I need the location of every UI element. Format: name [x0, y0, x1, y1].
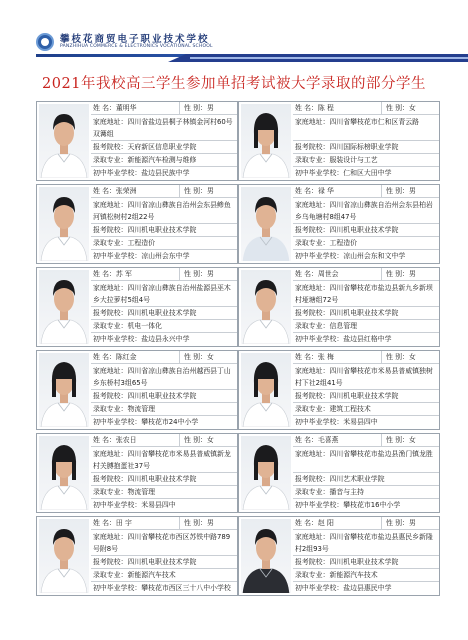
gender-label: 性 别： — [184, 270, 207, 278]
student-school: 攀枝花市24中小学 — [141, 418, 199, 426]
student-school: 仁和区大田中学 — [343, 169, 392, 177]
major-label: 录取专业： — [295, 239, 330, 247]
student-info — [293, 351, 439, 429]
student-school: 盐边县惠民中学 — [343, 584, 392, 592]
gender-label: 性 别： — [386, 436, 409, 444]
student-college: 四川艺术职业学院 — [329, 475, 385, 483]
college-label: 报考院校： — [295, 392, 330, 400]
student-gender: 女 — [408, 436, 416, 444]
major-label: 录取专业： — [93, 156, 128, 164]
student-card — [36, 184, 238, 264]
college-label: 报考院校： — [295, 475, 330, 483]
student-school: 凉山州会东和文中学 — [343, 252, 406, 260]
student-address: 四川省凉山彝族自治州盐源县巫木乡大拉萝村5组4号 — [93, 284, 231, 304]
student-photo — [39, 519, 89, 593]
student-card — [238, 350, 440, 430]
student-college: 四川机电职业技术学院 — [127, 392, 197, 400]
student-gender: 男 — [408, 519, 416, 527]
address-label: 家庭地址： — [295, 201, 330, 209]
student-info — [91, 517, 237, 595]
student-photo — [241, 436, 291, 510]
student-address: 四川省盐边县桐子林镇金河村60号双篝组 — [93, 118, 233, 138]
gender-label: 性 别： — [386, 270, 409, 278]
student-name: 周世会 — [317, 270, 339, 278]
student-gender: 男 — [408, 187, 416, 195]
school-label: 初中毕业学校： — [93, 335, 142, 343]
major-label: 录取专业： — [295, 405, 330, 413]
student-name: 田 宇 — [115, 519, 132, 527]
student-gender: 男 — [206, 519, 214, 527]
student-gender: 男 — [206, 270, 214, 278]
college-label: 报考院校： — [93, 309, 128, 317]
major-label: 录取专业： — [93, 571, 128, 579]
school-label: 初中毕业学校： — [295, 252, 344, 260]
school-name: 攀枝花商贸电子职业技术学校 — [60, 34, 210, 45]
college-label: 报考院校： — [93, 475, 128, 483]
student-address: 四川省攀枝花市西区苏铁中路789号附8号 — [93, 533, 231, 553]
student-major: 新能源汽车技术 — [329, 571, 378, 579]
school-label: 初中毕业学校： — [93, 169, 142, 177]
student-address: 四川省攀枝花市仁和区青云路 — [329, 118, 420, 126]
student-card — [238, 184, 440, 264]
student-name: 陈红金 — [115, 353, 137, 361]
school-name-english: PANZHIHUA COMMERCE & ELECTRONICS VOCATIONAL SCHOOL — [60, 44, 213, 49]
student-major: 物流管理 — [127, 405, 156, 413]
student-info — [293, 185, 439, 263]
student-card — [36, 433, 238, 513]
name-label: 姓 名： — [295, 353, 318, 361]
college-label: 报考院校： — [93, 226, 128, 234]
student-info — [293, 268, 439, 346]
student-college: 四川机电职业技术学院 — [329, 226, 399, 234]
student-photo — [241, 270, 291, 344]
school-logo-icon — [36, 33, 54, 51]
name-label: 姓 名： — [93, 104, 116, 112]
student-info — [293, 102, 439, 180]
gender-label: 性 别： — [184, 436, 207, 444]
school-label: 初中毕业学校： — [295, 584, 344, 592]
gender-label: 性 别： — [184, 353, 207, 361]
student-card — [238, 267, 440, 347]
student-name: 董明华 — [115, 104, 137, 112]
name-label: 姓 名： — [295, 104, 318, 112]
address-label: 家庭地址： — [93, 201, 128, 209]
major-label: 录取专业： — [93, 488, 128, 496]
student-info — [91, 268, 237, 346]
major-label: 录取专业： — [295, 571, 330, 579]
student-gender: 女 — [408, 104, 416, 112]
school-label: 初中毕业学校： — [93, 252, 142, 260]
address-label: 家庭地址： — [295, 118, 330, 126]
student-school: 盐边县永兴中学 — [141, 335, 190, 343]
gender-label: 性 别： — [386, 519, 409, 527]
student-major: 新能源汽车技术 — [127, 571, 176, 579]
gender-label: 性 别： — [184, 104, 207, 112]
student-school: 攀枝花市16中小学 — [343, 501, 401, 509]
address-label: 家庭地址： — [93, 533, 128, 541]
student-card — [36, 516, 238, 596]
school-label: 初中毕业学校： — [93, 501, 142, 509]
school-label: 初中毕业学校： — [295, 501, 344, 509]
student-info — [293, 434, 439, 512]
student-name: 赵 阳 — [317, 519, 334, 527]
name-label: 姓 名： — [93, 353, 116, 361]
student-card — [238, 516, 440, 596]
address-label: 家庭地址： — [295, 367, 330, 375]
name-label: 姓 名： — [93, 519, 116, 527]
major-label: 录取专业： — [295, 322, 330, 330]
student-card — [238, 433, 440, 513]
student-college: 四川机电职业技术学院 — [329, 392, 399, 400]
student-college: 四川机电职业技术学院 — [127, 475, 197, 483]
student-photo — [39, 270, 89, 344]
gender-label: 性 别： — [386, 187, 409, 195]
name-label: 姓 名： — [295, 519, 318, 527]
name-label: 姓 名： — [295, 270, 318, 278]
student-school: 米易县四中 — [141, 501, 176, 509]
gender-label: 性 别： — [184, 187, 207, 195]
address-label: 家庭地址： — [295, 284, 330, 292]
student-college: 天府新区信息职业学院 — [127, 143, 197, 151]
student-name: 张 梅 — [317, 353, 334, 361]
student-photo — [241, 187, 291, 261]
student-info — [293, 517, 439, 595]
student-photo — [241, 519, 291, 593]
student-photo — [39, 104, 89, 178]
name-label: 姓 名： — [295, 436, 318, 444]
major-label: 录取专业： — [93, 405, 128, 413]
student-gender: 女 — [408, 353, 416, 361]
name-label: 姓 名： — [93, 187, 116, 195]
name-label: 姓 名： — [93, 270, 116, 278]
student-school: 盐边县民族中学 — [141, 169, 190, 177]
name-label: 姓 名： — [93, 436, 116, 444]
student-college: 四川机电职业技术学院 — [127, 558, 197, 566]
student-gender: 男 — [206, 104, 214, 112]
student-card — [36, 350, 238, 430]
major-label: 录取专业： — [93, 239, 128, 247]
address-label: 家庭地址： — [93, 284, 128, 292]
address-label: 家庭地址： — [295, 450, 330, 458]
student-address: 四川省凉山彝族自治州越西县丁山乡东桥村3组65号 — [93, 367, 231, 387]
student-college: 四川机电职业技术学院 — [127, 309, 197, 317]
school-label: 初中毕业学校： — [93, 584, 142, 592]
major-label: 录取专业： — [295, 156, 330, 164]
college-label: 报考院校： — [93, 558, 128, 566]
student-major: 信息管理 — [329, 322, 358, 330]
student-school: 凉山州会东中学 — [141, 252, 190, 260]
college-label: 报考院校： — [295, 309, 330, 317]
student-gender: 男 — [206, 187, 214, 195]
college-label: 报考院校： — [295, 143, 330, 151]
gender-label: 性 别： — [184, 519, 207, 527]
student-college: 四川国际标榜职业学院 — [329, 143, 399, 151]
school-label: 初中毕业学校： — [93, 418, 142, 426]
address-label: 家庭地址： — [93, 450, 128, 458]
school-label: 初中毕业学校： — [295, 418, 344, 426]
student-address: 四川省攀枝花市米易县普威镇独树村下社2组41号 — [295, 367, 433, 387]
address-label: 家庭地址： — [295, 533, 330, 541]
student-school: 米易县四中 — [343, 418, 378, 426]
student-name: 陈 程 — [317, 104, 334, 112]
header — [0, 0, 468, 66]
header-stripe — [190, 57, 468, 59]
major-label: 录取专业： — [295, 488, 330, 496]
student-name: 张农日 — [115, 436, 137, 444]
student-info — [91, 351, 237, 429]
school-label: 初中毕业学校： — [295, 335, 344, 343]
student-photo — [241, 353, 291, 427]
student-name: 苏 军 — [115, 270, 132, 278]
student-gender: 女 — [206, 353, 214, 361]
page-title: 2021年我校高三学生参加单招考试被大学录取的部分学生 — [42, 76, 426, 92]
college-label: 报考院校： — [295, 226, 330, 234]
student-address: 四川省凉山彝族自治州会东县柏岩乡乌龟塘村8组47号 — [295, 201, 433, 221]
student-info — [91, 434, 237, 512]
student-school: 盐边县红格中学 — [343, 335, 392, 343]
student-major: 新能源汽车检测与维修 — [127, 156, 197, 164]
student-name: 张荣洲 — [115, 187, 137, 195]
major-label: 录取专业： — [93, 322, 128, 330]
student-card — [36, 267, 238, 347]
student-gender: 女 — [206, 436, 214, 444]
student-major: 工程造价 — [127, 239, 156, 247]
student-photo — [39, 353, 89, 427]
student-name: 禄 华 — [317, 187, 334, 195]
gender-label: 性 别： — [386, 104, 409, 112]
college-label: 报考院校： — [93, 392, 128, 400]
student-address: 四川省攀枝花市盐边县惠民乡新隆村2组93号 — [295, 533, 433, 553]
student-photo — [39, 436, 89, 510]
student-gender: 男 — [408, 270, 416, 278]
student-info — [91, 102, 237, 180]
student-major: 服装设计与工艺 — [329, 156, 378, 164]
student-photo — [241, 104, 291, 178]
college-label: 报考院校： — [295, 558, 330, 566]
school-label: 初中毕业学校： — [295, 169, 344, 177]
student-major: 物流管理 — [127, 488, 156, 496]
student-photo — [39, 187, 89, 261]
student-school: 攀枝花市西区三十八中小学校 — [141, 584, 231, 592]
student-college: 四川机电职业技术学院 — [329, 558, 399, 566]
student-name: 毛喜燕 — [317, 436, 339, 444]
gender-label: 性 别： — [386, 353, 409, 361]
student-college: 四川机电职业技术学院 — [329, 309, 399, 317]
college-label: 报考院校： — [93, 143, 128, 151]
student-college: 四川机电职业技术学院 — [127, 226, 197, 234]
student-address: 四川省攀枝花市盐边县新九乡新坝村垭塘组72号 — [295, 284, 433, 304]
student-address: 四川省攀枝花市米易县普威镇新龙村关膊抱蛋社37号 — [93, 450, 231, 470]
student-address: 四川省攀枝花市盐边县渔门镇龙胜 — [329, 450, 433, 458]
student-address: 四川省凉山彝族自治州会东县鲹鱼河镇松树村2组22号 — [93, 201, 231, 221]
student-major: 工程造价 — [329, 239, 358, 247]
student-major: 播音与主持 — [329, 488, 364, 496]
name-label: 姓 名： — [295, 187, 318, 195]
address-label: 家庭地址： — [93, 367, 128, 375]
student-info — [91, 185, 237, 263]
student-card — [36, 101, 238, 181]
student-card — [238, 101, 440, 181]
student-major: 机电一体化 — [127, 322, 162, 330]
address-label: 家庭地址： — [93, 118, 128, 126]
student-major: 建筑工程技术 — [329, 405, 371, 413]
